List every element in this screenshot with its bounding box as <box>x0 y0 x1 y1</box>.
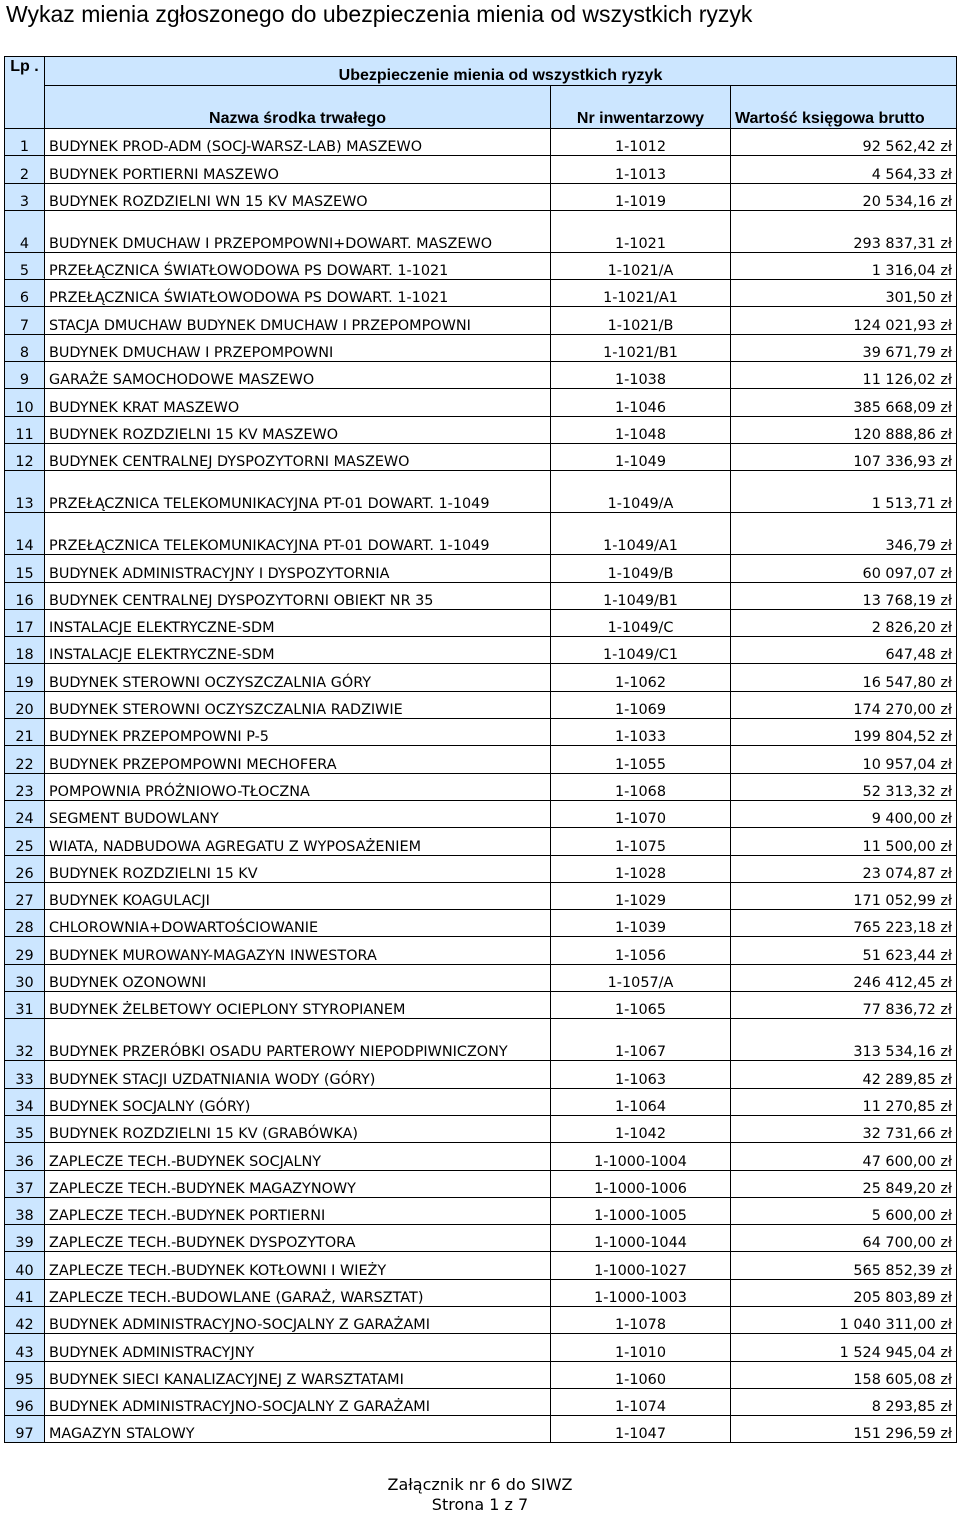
row-book-value: 52 313,32 zł <box>731 773 957 800</box>
row-name: BUDYNEK PRZERÓBKI OSADU PARTEROWY NIEPODPIWNICZONY <box>45 1019 551 1061</box>
table-row <box>5 1061 957 1088</box>
row-inventory-number: 1-1065 <box>551 992 731 1019</box>
row-inventory-number: 1-1049/B1 <box>551 582 731 609</box>
table-row <box>5 280 957 307</box>
row-lp: 17 <box>5 609 45 636</box>
row-book-value: 47 600,00 zł <box>731 1143 957 1170</box>
row-lp: 11 <box>5 416 45 443</box>
row-lp: 32 <box>5 1019 45 1061</box>
row-name: BUDYNEK ROZDZIELNI 15 KV (GRABÓWKA) <box>45 1115 551 1142</box>
table-row <box>5 210 957 252</box>
table-row <box>5 719 957 746</box>
row-inventory-number: 1-1019 <box>551 183 731 210</box>
table-body <box>5 129 957 1443</box>
row-inventory-number: 1-1060 <box>551 1361 731 1388</box>
row-book-value: 10 957,04 zł <box>731 746 957 773</box>
row-inventory-number: 1-1057/A <box>551 964 731 991</box>
table-row <box>5 183 957 210</box>
row-name: BUDYNEK PORTIERNI MASZEWO <box>45 156 551 183</box>
table-row <box>5 334 957 361</box>
row-inventory-number: 1-1056 <box>551 937 731 964</box>
table-row <box>5 156 957 183</box>
table-row <box>5 582 957 609</box>
row-inventory-number: 1-1039 <box>551 910 731 937</box>
row-name: ZAPLECZE TECH.-BUDYNEK KOTŁOWNI I WIEŻY <box>45 1252 551 1279</box>
row-book-value: 32 731,66 zł <box>731 1115 957 1142</box>
row-name: BUDYNEK PRZEPOMPOWNI P-5 <box>45 719 551 746</box>
row-book-value: 11 500,00 zł <box>731 828 957 855</box>
table-row <box>5 307 957 334</box>
row-name: BUDYNEK CENTRALNEJ DYSPOZYTORNI OBIEKT NR 35 <box>45 582 551 609</box>
row-inventory-number: 1-1070 <box>551 800 731 827</box>
row-book-value: 313 534,16 zł <box>731 1019 957 1061</box>
row-lp: 42 <box>5 1306 45 1333</box>
table-row <box>5 1143 957 1170</box>
row-book-value: 124 021,93 zł <box>731 307 957 334</box>
row-inventory-number: 1-1049 <box>551 443 731 470</box>
row-lp: 97 <box>5 1416 45 1443</box>
row-lp: 39 <box>5 1225 45 1252</box>
table-row <box>5 964 957 991</box>
row-inventory-number: 1-1048 <box>551 416 731 443</box>
row-lp: 30 <box>5 964 45 991</box>
row-name: BUDYNEK STACJI UZDATNIANIA WODY (GÓRY) <box>45 1061 551 1088</box>
table-row <box>5 1306 957 1333</box>
row-inventory-number: 1-1049/C1 <box>551 637 731 664</box>
row-book-value: 174 270,00 zł <box>731 691 957 718</box>
row-name: BUDYNEK ROZDZIELNI 15 KV <box>45 855 551 882</box>
row-inventory-number: 1-1000-1027 <box>551 1252 731 1279</box>
row-book-value: 20 534,16 zł <box>731 183 957 210</box>
row-inventory-number: 1-1021 <box>551 210 731 252</box>
row-book-value: 346,79 zł <box>731 513 957 555</box>
row-lp: 3 <box>5 183 45 210</box>
row-name: BUDYNEK ADMINISTRACYJNO-SOCJALNY Z GARAŻAMI <box>45 1306 551 1333</box>
row-book-value: 8 293,85 zł <box>731 1388 957 1415</box>
page-title: Wykaz mienia zgłoszonego do ubezpieczenia mienia od wszystkich ryzyk <box>6 1 753 27</box>
row-lp: 23 <box>5 773 45 800</box>
row-book-value: 77 836,72 zł <box>731 992 957 1019</box>
header-name: Nazwa środka trwałego <box>45 86 551 129</box>
row-inventory-number: 1-1010 <box>551 1334 731 1361</box>
header-lp-label: Lp . <box>10 58 39 75</box>
row-lp: 6 <box>5 280 45 307</box>
row-name: BUDYNEK PROD-ADM (SOCJ-WARSZ-LAB) MASZEWO <box>45 129 551 156</box>
row-inventory-number: 1-1000-1003 <box>551 1279 731 1306</box>
row-book-value: 151 296,59 zł <box>731 1416 957 1443</box>
row-name: BUDYNEK SIECI KANALIZACYJNEJ Z WARSZTATAMI <box>45 1361 551 1388</box>
row-name: BUDYNEK KOAGULACJI <box>45 882 551 909</box>
row-lp: 20 <box>5 691 45 718</box>
row-book-value: 1 040 311,00 zł <box>731 1306 957 1333</box>
row-name: BUDYNEK CENTRALNEJ DYSPOZYTORNI MASZEWO <box>45 443 551 470</box>
row-inventory-number: 1-1049/B <box>551 555 731 582</box>
row-lp: 22 <box>5 746 45 773</box>
row-inventory-number: 1-1068 <box>551 773 731 800</box>
table-row <box>5 1115 957 1142</box>
row-inventory-number: 1-1029 <box>551 882 731 909</box>
row-lp: 13 <box>5 471 45 513</box>
row-inventory-number: 1-1038 <box>551 362 731 389</box>
row-inventory-number: 1-1021/A1 <box>551 280 731 307</box>
row-name: WIATA, NADBUDOWA AGREGATU Z WYPOSAŻENIEM <box>45 828 551 855</box>
header-group-title: Ubezpieczenie mienia od wszystkich ryzyk <box>45 57 957 86</box>
row-book-value: 246 412,45 zł <box>731 964 957 991</box>
table-row <box>5 773 957 800</box>
row-lp: 37 <box>5 1170 45 1197</box>
table-row <box>5 800 957 827</box>
row-book-value: 301,50 zł <box>731 280 957 307</box>
row-name: POMPOWNIA PRÓŻNIOWO-TŁOCZNA <box>45 773 551 800</box>
row-lp: 43 <box>5 1334 45 1361</box>
row-book-value: 171 052,99 zł <box>731 882 957 909</box>
row-lp: 25 <box>5 828 45 855</box>
row-name: SEGMENT BUDOWLANY <box>45 800 551 827</box>
row-inventory-number: 1-1078 <box>551 1306 731 1333</box>
row-book-value: 1 316,04 zł <box>731 252 957 279</box>
table-row <box>5 513 957 555</box>
row-book-value: 9 400,00 zł <box>731 800 957 827</box>
row-name: ZAPLECZE TECH.-BUDYNEK MAGAZYNOWY <box>45 1170 551 1197</box>
row-book-value: 25 849,20 zł <box>731 1170 957 1197</box>
table-row <box>5 443 957 470</box>
row-inventory-number: 1-1074 <box>551 1388 731 1415</box>
row-inventory-number: 1-1012 <box>551 129 731 156</box>
row-book-value: 107 336,93 zł <box>731 443 957 470</box>
table-row <box>5 362 957 389</box>
row-name: BUDYNEK ROZDZIELNI WN 15 KV MASZEWO <box>45 183 551 210</box>
row-lp: 26 <box>5 855 45 882</box>
table-row <box>5 828 957 855</box>
row-lp: 41 <box>5 1279 45 1306</box>
row-inventory-number: 1-1033 <box>551 719 731 746</box>
row-name: PRZEŁĄCZNICA ŚWIATŁOWODOWA PS DOWART. 1-1021 <box>45 280 551 307</box>
row-lp: 27 <box>5 882 45 909</box>
row-name: CHLOROWNIA+DOWARTOŚCIOWANIE <box>45 910 551 937</box>
row-book-value: 16 547,80 zł <box>731 664 957 691</box>
table-row <box>5 1170 957 1197</box>
table-row <box>5 637 957 664</box>
row-inventory-number: 1-1021/B <box>551 307 731 334</box>
row-lp: 5 <box>5 252 45 279</box>
row-lp: 21 <box>5 719 45 746</box>
row-inventory-number: 1-1049/A1 <box>551 513 731 555</box>
row-inventory-number: 1-1028 <box>551 855 731 882</box>
row-inventory-number: 1-1047 <box>551 1416 731 1443</box>
table-row <box>5 416 957 443</box>
row-book-value: 120 888,86 zł <box>731 416 957 443</box>
row-book-value: 42 289,85 zł <box>731 1061 957 1088</box>
row-inventory-number: 1-1075 <box>551 828 731 855</box>
row-name: ZAPLECZE TECH.-BUDYNEK DYSPOZYTORA <box>45 1225 551 1252</box>
row-book-value: 23 074,87 zł <box>731 855 957 882</box>
row-lp: 33 <box>5 1061 45 1088</box>
row-book-value: 13 768,19 zł <box>731 582 957 609</box>
row-lp: 40 <box>5 1252 45 1279</box>
row-lp: 14 <box>5 513 45 555</box>
row-lp: 36 <box>5 1143 45 1170</box>
row-lp: 4 <box>5 210 45 252</box>
row-name: MAGAZYN STALOWY <box>45 1416 551 1443</box>
row-lp: 16 <box>5 582 45 609</box>
row-name: BUDYNEK SOCJALNY (GÓRY) <box>45 1088 551 1115</box>
row-book-value: 4 564,33 zł <box>731 156 957 183</box>
row-name: PRZEŁĄCZNICA ŚWIATŁOWODOWA PS DOWART. 1-1021 <box>45 252 551 279</box>
header-nr: Nr inwentarzowy <box>551 86 731 129</box>
row-name: ZAPLECZE TECH.-BUDYNEK SOCJALNY <box>45 1143 551 1170</box>
row-inventory-number: 1-1062 <box>551 664 731 691</box>
row-book-value: 2 826,20 zł <box>731 609 957 636</box>
table-row <box>5 1279 957 1306</box>
row-book-value: 5 600,00 zł <box>731 1197 957 1224</box>
row-inventory-number: 1-1049/A <box>551 471 731 513</box>
row-lp: 29 <box>5 937 45 964</box>
row-book-value: 39 671,79 zł <box>731 334 957 361</box>
row-inventory-number: 1-1021/A <box>551 252 731 279</box>
row-book-value: 205 803,89 zł <box>731 1279 957 1306</box>
table-row <box>5 1388 957 1415</box>
row-lp: 34 <box>5 1088 45 1115</box>
row-lp: 8 <box>5 334 45 361</box>
table-row <box>5 1225 957 1252</box>
table-row <box>5 910 957 937</box>
row-name: BUDYNEK ADMINISTRACYJNO-SOCJALNY Z GARAŻAMI <box>45 1388 551 1415</box>
row-lp: 18 <box>5 637 45 664</box>
row-name: BUDYNEK ROZDZIELNI 15 KV MASZEWO <box>45 416 551 443</box>
table-row <box>5 691 957 718</box>
row-name: BUDYNEK ADMINISTRACYJNY I DYSPOZYTORNIA <box>45 555 551 582</box>
table-row <box>5 129 957 156</box>
row-lp: 12 <box>5 443 45 470</box>
row-lp: 95 <box>5 1361 45 1388</box>
table-row <box>5 1252 957 1279</box>
row-inventory-number: 1-1000-1044 <box>551 1225 731 1252</box>
row-inventory-number: 1-1000-1004 <box>551 1143 731 1170</box>
row-lp: 19 <box>5 664 45 691</box>
row-book-value: 765 223,18 zł <box>731 910 957 937</box>
row-lp: 9 <box>5 362 45 389</box>
table-row <box>5 664 957 691</box>
row-book-value: 60 097,07 zł <box>731 555 957 582</box>
table-row <box>5 937 957 964</box>
row-book-value: 647,48 zł <box>731 637 957 664</box>
row-book-value: 565 852,39 zł <box>731 1252 957 1279</box>
row-name: INSTALACJE ELEKTRYCZNE-SDM <box>45 637 551 664</box>
assets-table <box>4 56 957 1443</box>
row-book-value: 385 668,09 zł <box>731 389 957 416</box>
row-inventory-number: 1-1067 <box>551 1019 731 1061</box>
row-name: INSTALACJE ELEKTRYCZNE-SDM <box>45 609 551 636</box>
header-value: Wartość księgowa brutto <box>731 86 957 129</box>
row-lp: 24 <box>5 800 45 827</box>
row-book-value: 11 126,02 zł <box>731 362 957 389</box>
row-name: BUDYNEK ŻELBETOWY OCIEPLONY STYROPIANEM <box>45 992 551 1019</box>
row-book-value: 1 524 945,04 zł <box>731 1334 957 1361</box>
row-inventory-number: 1-1055 <box>551 746 731 773</box>
row-name: ZAPLECZE TECH.-BUDOWLANE (GARAŻ, WARSZTAT) <box>45 1279 551 1306</box>
header-lp <box>5 57 45 129</box>
row-name: BUDYNEK DMUCHAW I PRZEPOMPOWNI <box>45 334 551 361</box>
row-lp: 7 <box>5 307 45 334</box>
row-inventory-number: 1-1013 <box>551 156 731 183</box>
table-row <box>5 1361 957 1388</box>
table-row <box>5 1197 957 1224</box>
row-name: PRZEŁĄCZNICA TELEKOMUNIKACYJNA PT-01 DOWART. 1-1049 <box>45 471 551 513</box>
row-inventory-number: 1-1000-1005 <box>551 1197 731 1224</box>
row-lp: 2 <box>5 156 45 183</box>
row-name: BUDYNEK STEROWNI OCZYSZCZALNIA RADZIWIE <box>45 691 551 718</box>
row-name: BUDYNEK ADMINISTRACYJNY <box>45 1334 551 1361</box>
row-lp: 10 <box>5 389 45 416</box>
table-row <box>5 855 957 882</box>
table-row <box>5 992 957 1019</box>
row-inventory-number: 1-1069 <box>551 691 731 718</box>
row-inventory-number: 1-1000-1006 <box>551 1170 731 1197</box>
table-row <box>5 609 957 636</box>
table-row <box>5 555 957 582</box>
table-row <box>5 389 957 416</box>
table-row <box>5 1416 957 1443</box>
row-lp: 38 <box>5 1197 45 1224</box>
row-name: BUDYNEK STEROWNI OCZYSZCZALNIA GÓRY <box>45 664 551 691</box>
table-row <box>5 746 957 773</box>
row-book-value: 293 837,31 zł <box>731 210 957 252</box>
row-name: BUDYNEK KRAT MASZEWO <box>45 389 551 416</box>
row-book-value: 51 623,44 zł <box>731 937 957 964</box>
row-name: STACJA DMUCHAW BUDYNEK DMUCHAW I PRZEPOMPOWNI <box>45 307 551 334</box>
row-book-value: 92 562,42 zł <box>731 129 957 156</box>
row-book-value: 158 605,08 zł <box>731 1361 957 1388</box>
row-name: ZAPLECZE TECH.-BUDYNEK PORTIERNI <box>45 1197 551 1224</box>
row-inventory-number: 1-1042 <box>551 1115 731 1142</box>
table-row <box>5 252 957 279</box>
row-lp: 28 <box>5 910 45 937</box>
row-lp: 35 <box>5 1115 45 1142</box>
row-lp: 31 <box>5 992 45 1019</box>
table-row <box>5 1019 957 1061</box>
row-book-value: 11 270,85 zł <box>731 1088 957 1115</box>
row-inventory-number: 1-1021/B1 <box>551 334 731 361</box>
row-book-value: 1 513,71 zł <box>731 471 957 513</box>
table-row <box>5 471 957 513</box>
row-inventory-number: 1-1046 <box>551 389 731 416</box>
table-row <box>5 882 957 909</box>
row-inventory-number: 1-1063 <box>551 1061 731 1088</box>
row-name: BUDYNEK DMUCHAW I PRZEPOMPOWNI+DOWART. MASZEWO <box>45 210 551 252</box>
footer-attachment: Załącznik nr 6 do SIWZ <box>387 1475 573 1494</box>
row-book-value: 64 700,00 zł <box>731 1225 957 1252</box>
table-row <box>5 1088 957 1115</box>
table-row <box>5 1334 957 1361</box>
row-inventory-number: 1-1049/C <box>551 609 731 636</box>
row-lp: 15 <box>5 555 45 582</box>
row-book-value: 199 804,52 zł <box>731 719 957 746</box>
row-name: PRZEŁĄCZNICA TELEKOMUNIKACYJNA PT-01 DOWART. 1-1049 <box>45 513 551 555</box>
row-lp: 96 <box>5 1388 45 1415</box>
row-inventory-number: 1-1064 <box>551 1088 731 1115</box>
row-lp: 1 <box>5 129 45 156</box>
row-name: BUDYNEK OZONOWNI <box>45 964 551 991</box>
row-name: BUDYNEK MUROWANY-MAGAZYN INWESTORA <box>45 937 551 964</box>
row-name: BUDYNEK PRZEPOMPOWNI MECHOFERA <box>45 746 551 773</box>
row-name: GARAŻE SAMOCHODOWE MASZEWO <box>45 362 551 389</box>
footer-page-number: Strona 1 z 7 <box>431 1495 529 1514</box>
